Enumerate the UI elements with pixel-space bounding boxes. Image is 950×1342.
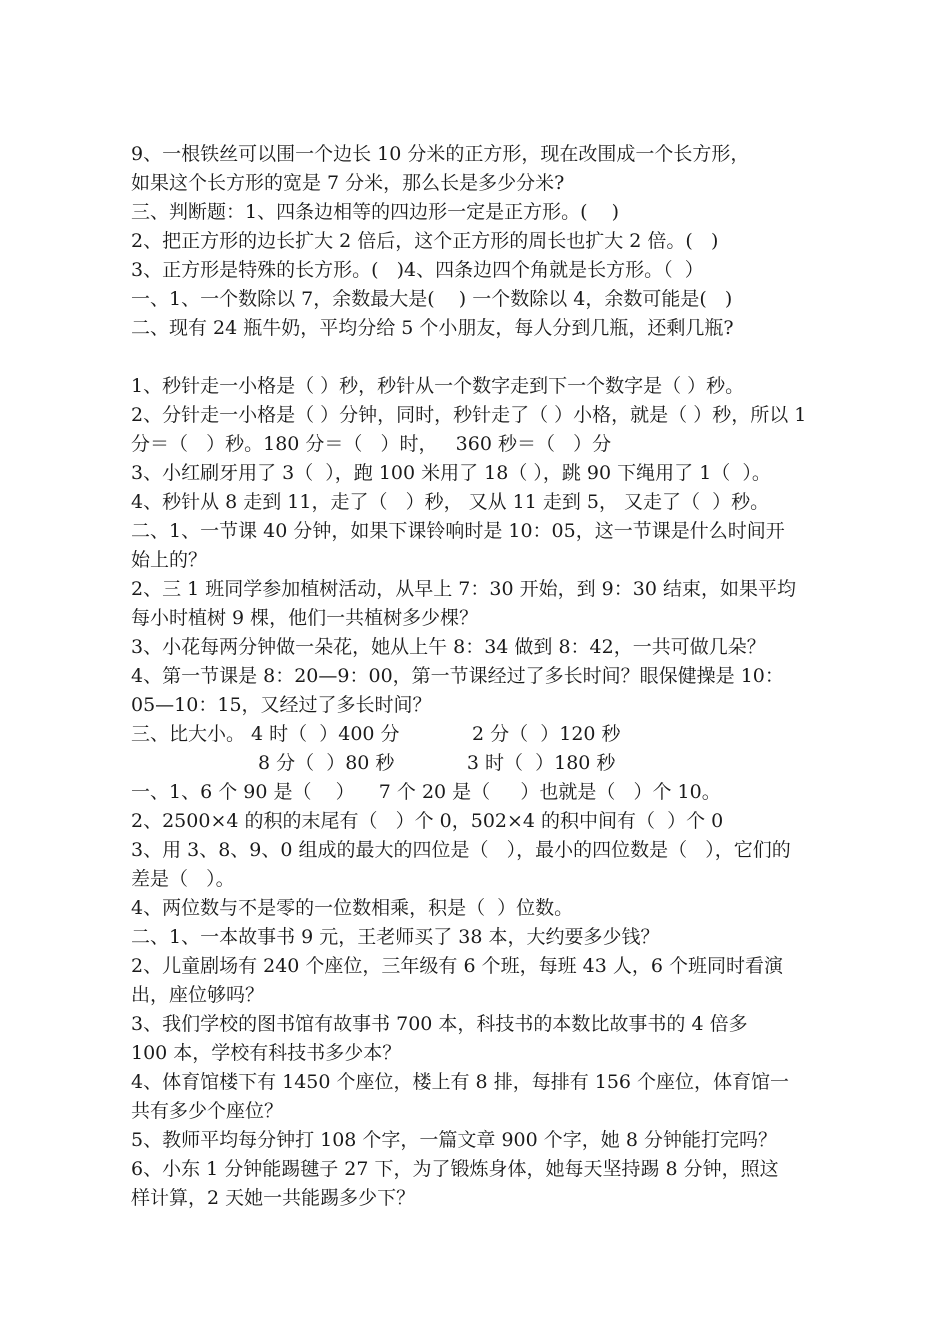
text-line: 1、秒针走一小格是（ ）秒，秒针从一个数字走到下一个数字是（ ）秒。	[131, 375, 745, 397]
text-line: 共有多少个座位？	[131, 1100, 284, 1122]
text-line: 2、三 1 班同学参加植树活动，从早上 7：30 开始，到 9：30 结束，如果平均	[131, 578, 796, 600]
text-line: 3、我们学校的图书馆有故事书 700 本，科技书的本数比故事书的 4 倍多	[131, 1013, 748, 1035]
text-line: 100 本，学校有科技书多少本？	[131, 1042, 402, 1064]
text-line: 分＝（ ）秒。180 分＝（ ）时， 360 秒＝（ ）分	[131, 433, 612, 455]
text-line: 2、分针走一小格是（ ）分钟，同时，秒针走了（ ）小格，就是（ ）秒，所以 1	[131, 404, 807, 426]
text-line: 出，座位够吗？	[131, 984, 265, 1006]
text-line: 样计算，2 天她一共能踢多少下？	[131, 1187, 416, 1209]
text-line: 二、现有 24 瓶牛奶，平均分给 5 个小朋友，每人分到几瓶，还剩几瓶?	[131, 317, 734, 339]
text-line: 一、1、一个数除以 7，余数最大是( ) 一个数除以 4，余数可能是( )	[131, 288, 733, 310]
text-line: 3、小花每两分钟做一朵花，她从上午 8：34 做到 8：42，一共可做几朵？	[131, 636, 766, 658]
text-line: 2、儿童剧场有 240 个座位，三年级有 6 个班，每班 43 人，6 个班同时看演	[131, 955, 783, 977]
text-line: 一、1、6 个 90 是（ ） 7 个 20 是（ ）也就是（ ）个 10。	[131, 781, 721, 803]
text-line: 3、小红刷牙用了 3（ ），跑 100 米用了 18（ ），跳 90 下绳用了 1（ ）。	[131, 462, 771, 484]
text-line: 6、小东 1 分钟能踢毽子 27 下，为了锻炼身体，她每天坚持踢 8 分钟，照这	[131, 1158, 779, 1180]
text-line: 3、用 3、8、9、0 组成的最大的四位是（ ），最小的四位数是（ ），它们的	[131, 839, 791, 861]
text-line: 二、1、一本故事书 9 元，王老师买了 38 本，大约要多少钱？	[131, 926, 660, 948]
text-line: 如果这个长方形的宽是 7 分米，那么长是多少分米?	[131, 172, 565, 194]
text-line: 始上的？	[131, 549, 208, 571]
blank-line	[131, 343, 831, 372]
text-line: 三、判断题：1、四条边相等的四边形一定是正方形。( )	[131, 201, 620, 223]
text-line: 2、把正方形的边长扩大 2 倍后，这个正方形的周长也扩大 2 倍。( )	[131, 230, 719, 252]
text-line: 4、两位数与不是零的一位数相乘，积是（ ）位数。	[131, 897, 574, 919]
text-line: 二、1、一节课 40 分钟，如果下课铃响时是 10：05，这一节课是什么时间开	[131, 520, 785, 542]
text-line: 9、一根铁丝可以围一个边长 10 分米的正方形，现在改围成一个长方形，	[131, 143, 750, 165]
text-line: 2、2500×4 的积的末尾有（ ）个 0，502×4 的积中间有（ ）个 0	[131, 810, 724, 832]
text-line: 4、第一节课是 8：20—9：00，第一节课经过了多长时间？眼保健操是 10：	[131, 665, 784, 687]
worksheet-body	[131, 140, 831, 1213]
text-line: 差是（ ）。	[131, 868, 235, 890]
text-line: 3、正方形是特殊的长方形。( )4、四条边四个角就是长方形。（ ）	[131, 259, 704, 281]
text-line: 4、秒针从 8 走到 11，走了（ ）秒， 又从 11 走到 5， 又走了（ ）秒。	[131, 491, 770, 513]
text-line: 三、比大小。 4 时（ ）400 分 2 分（ ）120 秒	[131, 723, 621, 745]
text-line: 每小时植树 9 棵，他们一共植树多少棵？	[131, 607, 479, 629]
text-line: 4、体育馆楼下有 1450 个座位，楼上有 8 排，每排有 156 个座位，体育馆一	[131, 1071, 790, 1093]
text-line: 5、教师平均每分钟打 108 个字，一篇文章 900 个字，她 8 分钟能打完吗？	[131, 1129, 777, 1151]
text-line: 05—10：15，又经过了多长时间？	[131, 694, 432, 716]
text-line: 8 分（ ）80 秒 3 时（ ）180 秒	[258, 752, 616, 774]
